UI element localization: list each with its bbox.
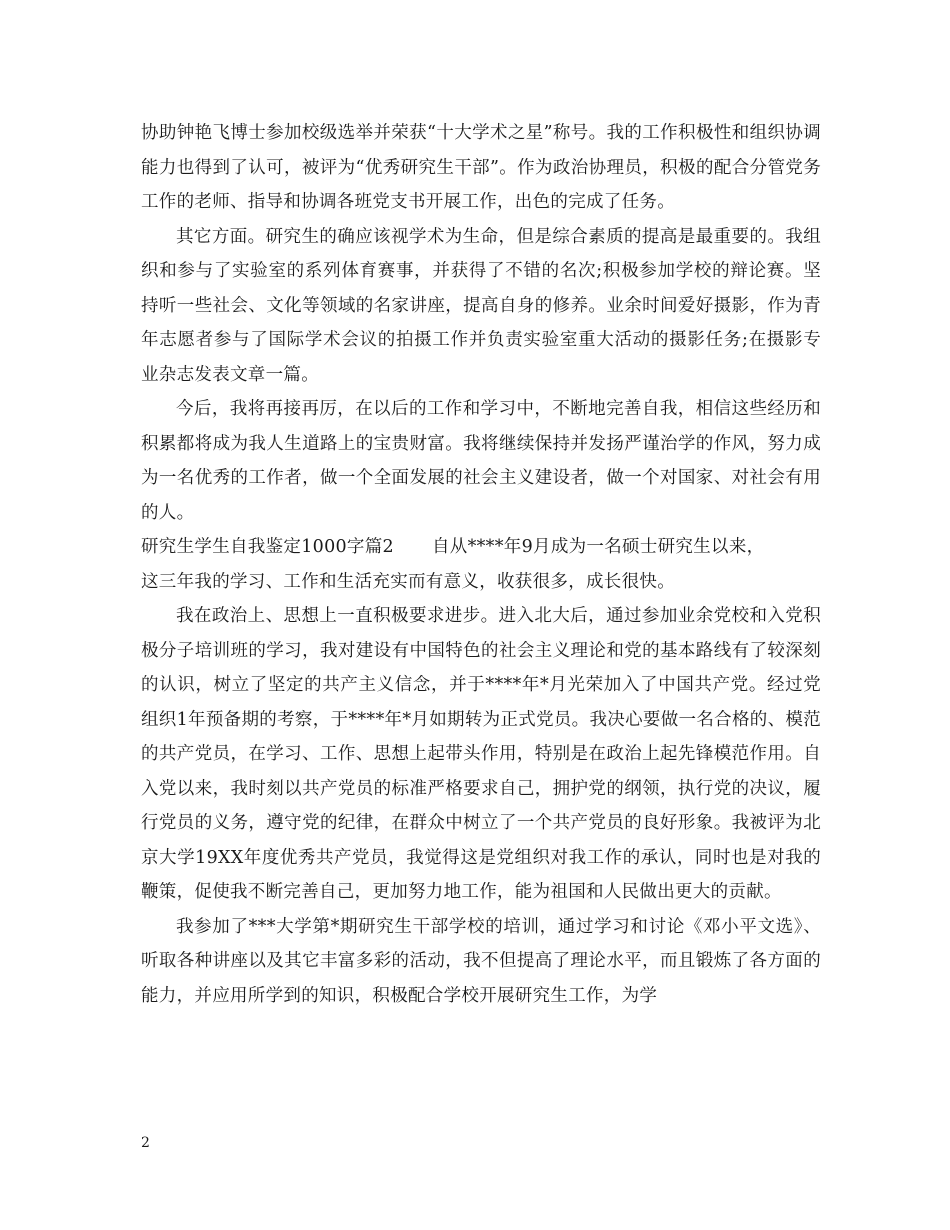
paragraph-4: 我在政治上、思想上一直积极要求进步。进入北大后，通过参加业余党校和入党积极分子培训班的学习，我对建设有中国特色的社会主义理论和党的基本路线有了较深刻的认识，树立了坚定的共产主义信念，并于****年*月光荣加入了中国共产党。经过党组织1年预备期的考察，于****年*月如期转为正式党员。我决心要做一名合格的、模范的共产党员，在学习、工作、思想上起带头作用，特别是在政治上起先锋模范作用。自入党以来，我时刻以共产党员的标准严格要求自己，拥护党的纲领，执行党的决议，履行党员的义务，遵守党的纪律，在群众中树立了一个共产党员的良好形象。我被评为北京大学19XX年度优秀共产党员，我觉得这是党组织对我工作的承认，同时也是对我的鞭策，促使我不断完善自己，更加努力地工作，能为祖国和人民做出更大的贡献。 — [141, 606, 821, 902]
page-number: 2 — [141, 1135, 150, 1151]
paragraph-5: 我参加了***大学第*期研究生干部学校的培训，通过学习和讨论《邓小平文选》、听取各种讲座以及其它丰富多彩的活动，我不但提高了理论水平，而且锻炼了各方面的能力，并应用所学到的知识，积极配合学校开展研究生工作，为学 — [141, 916, 821, 1006]
section-heading-continuation: 自从****年9月成为一名硕士研究生以来， — [431, 537, 765, 557]
section-heading-line — [141, 530, 821, 565]
section-intro-second-line: 这三年我的学习、工作和生活充实而有意义，收获很多，成长很快。 — [141, 571, 675, 592]
paragraph-3: 今后，我将再接再厉，在以后的工作和学习中，不断地完善自我，相信这些经历和积累都将成为我人生道路上的宝贵财富。我将继续保持并发扬严谨治学的作风，努力成为一名优秀的工作者，做一个全面发展的社会主义建设者，做一个对国家、对社会有用的人。 — [141, 399, 821, 523]
document-body — [141, 116, 821, 1013]
paragraph-1: 协助钟艳飞博士参加校级选举并荣获“十大学术之星”称号。我的工作积极性和组织协调能力也得到了认可，被评为“优秀研究生干部”。作为政治协理员，积极的配合分管党务工作的老师、指导和协调各班党支书开展工作，出色的完成了任务。 — [141, 123, 821, 212]
paragraph-2: 其它方面。研究生的确应该视学术为生命，但是综合素质的提高是最重要的。我组织和参与了实验室的系列体育赛事，并获得了不错的名次;积极参加学校的辩论赛。坚持听一些社会、文化等领域的名家讲座，提高自身的修养。业余时间爱好摄影，作为青年志愿者参与了国际学术会议的拍摄工作并负责实验室重大活动的摄影任务;在摄影专业杂志发表文章一篇。 — [141, 226, 821, 385]
section-heading: 研究生学生自我鉴定1000字篇2 — [141, 537, 394, 557]
